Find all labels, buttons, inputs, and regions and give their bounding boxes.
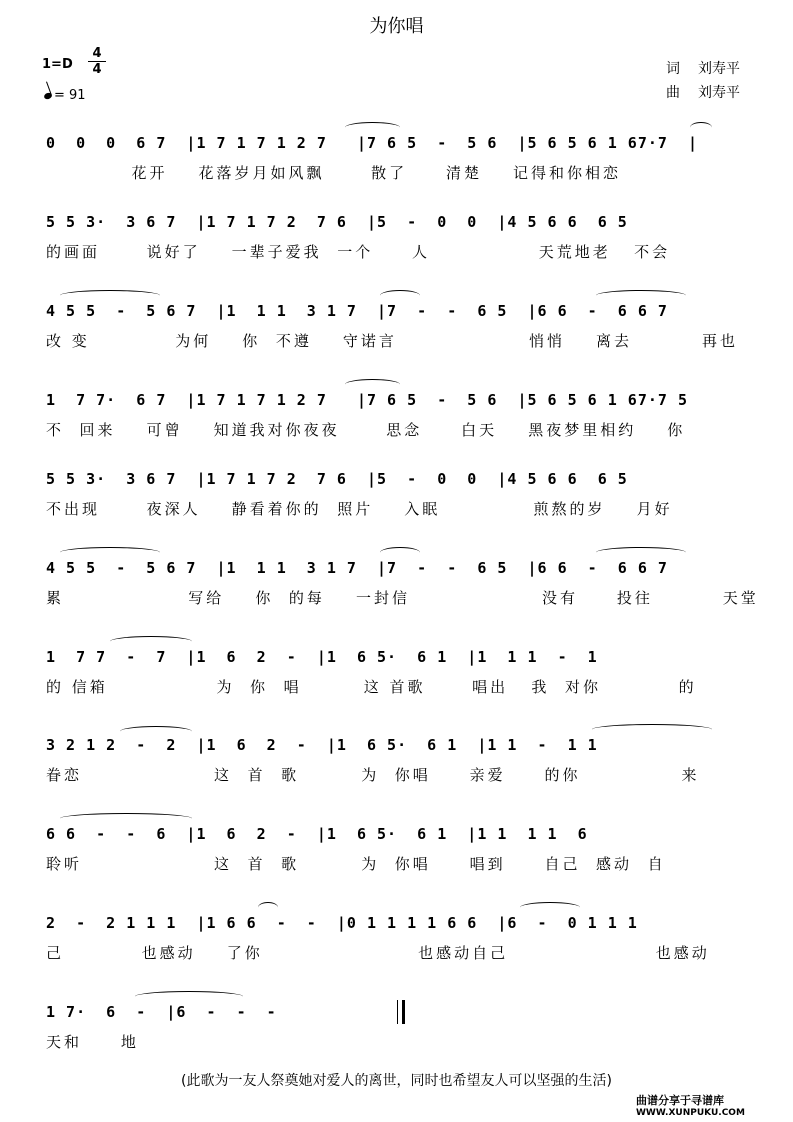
score-line-notes: 4 5 5 - 5 6 7 |1 1 1 3 1 7 |7 - - 6 5 |6 6 - 6 6 7 [46, 559, 668, 577]
time-signature-top: 4 [88, 46, 106, 62]
slur-mark [345, 379, 400, 390]
score-line-notes: 3 2 1 2 - 2 |1 6 2 - |1 6 5· 6 1 |1 1 - 1 1 [46, 736, 598, 754]
source-site: WWW.XUNPUKU.COM [636, 1108, 745, 1118]
score-line-lyrics: 改 变 为何 你 不遵 守诺言 悄悄 离去 再也 [46, 332, 738, 350]
lyricist-label: 词 [666, 61, 680, 77]
score-line-notes: 1 7· 6 - |6 - - - [46, 1003, 277, 1021]
lyricist-name: 刘寿平 [698, 61, 740, 77]
score-line-lyrics: 的画面 说好了 一辈子爱我 一个 人 天荒地老 不会 [46, 243, 671, 261]
tempo-marking [44, 88, 86, 103]
score-line-notes: 5 5 3· 3 6 7 |1 7 1 7 2 7 6 |5 - 0 0 |4 5 6 6 6 5 [46, 213, 628, 231]
source-watermark [636, 1092, 745, 1118]
slur-mark [110, 636, 192, 647]
score-line-lyrics: 不出现 夜深人 静看着你的 照片 入眠 煎熬的岁 月好 [46, 500, 673, 518]
slur-mark [258, 902, 278, 913]
slur-mark [60, 290, 160, 301]
score-line-lyrics: 累 写给 你 的每 一封信 没有 投往 天堂 [46, 589, 759, 607]
key-signature: 1=D [42, 57, 73, 72]
slur-mark [592, 724, 712, 735]
score-line-notes: 5 5 3· 3 6 7 |1 7 1 7 2 7 6 |5 - 0 0 |4 5 6 6 6 5 [46, 470, 628, 488]
composer-credit [666, 82, 758, 102]
score-line-lyrics: 不 回来 可曾 知道我对你夜夜 思念 白天 黑夜梦里相约 你 [46, 421, 686, 439]
time-signature [88, 46, 106, 77]
slur-mark [596, 290, 686, 301]
footnote: (此歌为一友人祭奠她对爱人的离世，同时也希望友人可以坚强的生活) [181, 1073, 612, 1089]
score-line-lyrics: 聆听 这 首 歌 为 你唱 唱到 自己 感动 自 [46, 855, 666, 873]
score-line-lyrics: 的 信箱 为 你 唱 这 首歌 唱出 我 对你 的 [46, 678, 697, 696]
slur-mark [345, 122, 400, 133]
slur-mark [596, 547, 686, 558]
slur-mark [120, 726, 192, 737]
source-text: 曲谱分享于寻谱库 [636, 1094, 724, 1107]
quarter-note-icon [43, 92, 53, 100]
tempo-value: = 91 [54, 88, 86, 103]
final-barline [397, 1000, 405, 1024]
score-line-lyrics: 眷恋 这 首 歌 为 你唱 亲爱 的你 来 [46, 766, 700, 784]
slur-mark [520, 902, 580, 913]
score-line-notes: 2 - 2 1 1 1 |1 6 6 - - |0 1 1 1 1 6 6 |6 - 0 1 1 1 [46, 914, 638, 932]
score-line-lyrics: 天和 地 [46, 1033, 139, 1051]
score-line-notes: 0 0 0 6 7 |1 7 1 7 1 2 7 |7 6 5 - 5 6 |5 6 5 6 1 67·7 | [46, 134, 698, 152]
slur-mark [135, 991, 243, 1002]
composer-name: 刘寿平 [698, 85, 740, 101]
slur-mark [60, 813, 192, 824]
page-title: 为你唱 [369, 16, 424, 37]
slur-mark [60, 547, 160, 558]
slur-mark [380, 547, 420, 558]
score-line-notes: 1 7 7· 6 7 |1 7 1 7 1 2 7 |7 6 5 - 5 6 |5 6 5 6 1 67·7 5 [46, 391, 688, 409]
time-signature-bottom: 4 [92, 62, 102, 77]
score-line-notes: 4 5 5 - 5 6 7 |1 1 1 3 1 7 |7 - - 6 5 |6 6 - 6 6 7 [46, 302, 668, 320]
score-line-notes: 6 6 - - 6 |1 6 2 - |1 6 5· 6 1 |1 1 1 1 6 [46, 825, 588, 843]
score-line-notes: 1 7 7 - 7 |1 6 2 - |1 6 5· 6 1 |1 1 1 - 1 [46, 648, 598, 666]
score-line-lyrics: 花开 花落岁月如风飘 散了 清楚 记得和你相恋 [46, 164, 622, 182]
composer-label: 曲 [666, 85, 680, 101]
slur-mark [690, 122, 712, 133]
lyricist-credit [666, 58, 758, 78]
score-line-lyrics: 己 也感动 了你 也感动自己 也感动 [46, 944, 710, 962]
slur-mark [380, 290, 420, 301]
